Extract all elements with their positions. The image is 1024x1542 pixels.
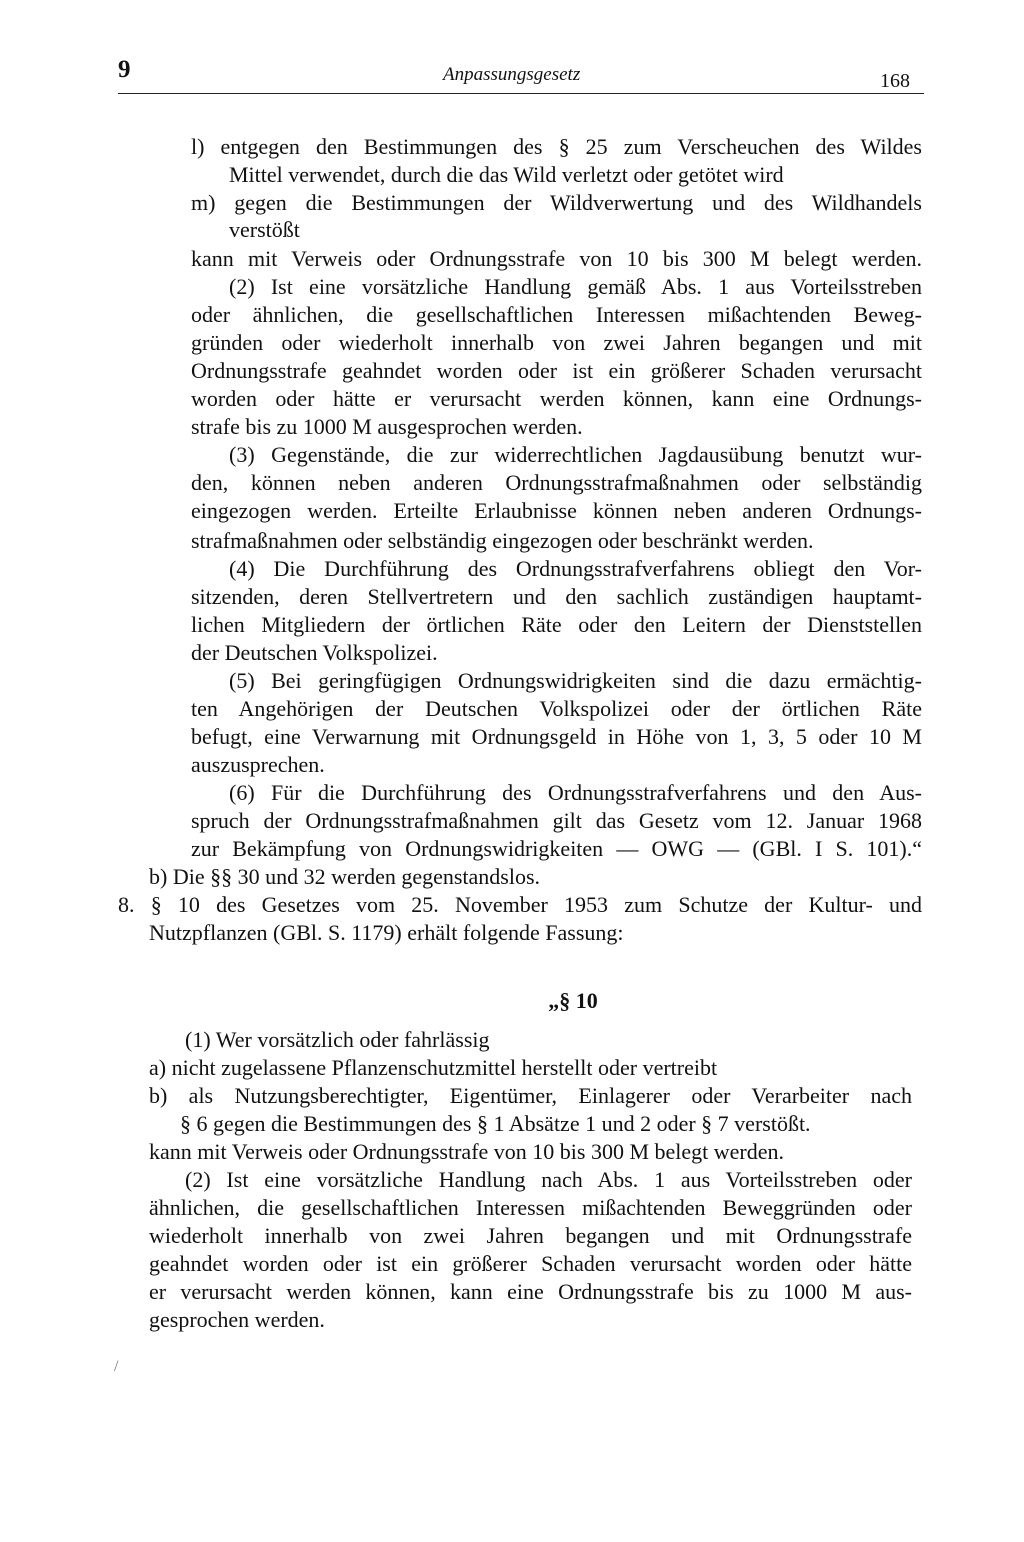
text-line: ten Angehörigen der Deutschen Volkspolizei oder der örtlichen Räte xyxy=(191,696,922,721)
text-line: Nutzpflanzen (GBl. S. 1179) erhält folgende Fassung: xyxy=(149,920,624,945)
chapter-number: 9 xyxy=(118,56,131,83)
section-heading: „§ 10 xyxy=(548,988,598,1013)
running-title: Anpassungsgesetz xyxy=(443,64,581,85)
text-line: gesprochen werden. xyxy=(149,1307,325,1332)
text-line: auszusprechen. xyxy=(191,752,325,777)
text-line: strafmaßnahmen oder selbständig eingezogen oder beschränkt werden. xyxy=(191,528,814,553)
text-line: sitzenden, deren Stellvertretern und den sachlich zuständigen hauptamt- xyxy=(191,584,922,609)
text-line: der Deutschen Volkspolizei. xyxy=(191,640,438,665)
text-line: b) als Nutzungsberechtigter, Eigentümer, Einlagerer oder Verarbeiter nach xyxy=(149,1083,912,1108)
text-line: worden oder hätte er verursacht werden können, kann eine Ordnungs- xyxy=(191,386,922,411)
text-line: (2) Ist eine vorsätzliche Handlung gemäß Abs. 1 aus Vorteilsstreben xyxy=(229,274,922,299)
text-line: zur Bekämpfung von Ordnungswidrigkeiten — OWG — (GBl. I S. 101).“ xyxy=(191,836,922,861)
text-line: gründen oder wiederholt innerhalb von zwei Jahren begangen und mit xyxy=(191,330,922,355)
text-line: § 6 gegen die Bestimmungen des § 1 Absätze 1 und 2 oder § 7 verstößt. xyxy=(180,1111,811,1136)
text-line: oder ähnlichen, die gesellschaftlichen Interessen mißachtenden Beweg- xyxy=(191,302,922,327)
text-line: a) nicht zugelassene Pflanzenschutzmittel herstellt oder vertreibt xyxy=(149,1055,718,1080)
text-line: (1) Wer vorsätzlich oder fahrlässig xyxy=(185,1027,490,1052)
header-rule xyxy=(118,93,924,94)
text-line: befugt, eine Verwarnung mit Ordnungsgeld in Höhe von 1, 3, 5 oder 10 M xyxy=(191,724,922,749)
text-line: (6) Für die Durchführung des Ordnungsstrafverfahrens und den Aus- xyxy=(229,780,922,805)
text-line: Ordnungsstrafe geahndet worden oder ist ein größerer Schaden verursacht xyxy=(191,358,922,383)
text-line: er verursacht werden können, kann eine Ordnungsstrafe bis zu 1000 M aus- xyxy=(149,1279,912,1304)
text-line: m) gegen die Bestimmungen der Wildverwertung und des Wildhandels xyxy=(191,190,922,215)
text-line: (3) Gegenstände, die zur widerrechtlichen Jagdausübung benutzt wur- xyxy=(229,442,922,467)
text-line: (2) Ist eine vorsätzliche Handlung nach Abs. 1 aus Vorteilsstreben oder xyxy=(185,1167,912,1192)
text-line: strafe bis zu 1000 M ausgesprochen werden. xyxy=(191,414,583,439)
text-line: ähnlichen, die gesellschaftlichen Interessen mißachtenden Beweggründen oder xyxy=(149,1195,912,1220)
text-line: Mittel verwendet, durch die das Wild verletzt oder getötet wird xyxy=(229,162,784,187)
text-line: kann mit Verweis oder Ordnungsstrafe von 10 bis 300 M belegt werden. xyxy=(191,246,922,271)
text-line: (5) Bei geringfügigen Ordnungswidrigkeiten sind die dazu ermächtig- xyxy=(229,668,922,693)
text-line: wiederholt innerhalb von zwei Jahren begangen und mit Ordnungsstrafe xyxy=(149,1223,912,1248)
text-line: l) entgegen den Bestimmungen des § 25 zum Verscheuchen des Wildes xyxy=(191,134,922,159)
text-line: b) Die §§ 30 und 32 werden gegenstandslos. xyxy=(149,864,541,889)
pen-mark: / xyxy=(114,1358,119,1375)
text-line: geahndet worden oder ist ein größerer Schaden verursacht worden oder hätte xyxy=(149,1251,912,1276)
text-line: den, können neben anderen Ordnungsstrafmaßnahmen oder selbständig xyxy=(191,470,922,495)
page-number: 168 xyxy=(880,70,910,92)
text-line: verstößt xyxy=(229,217,300,242)
text-line: spruch der Ordnungsstrafmaßnahmen gilt das Gesetz vom 12. Januar 1968 xyxy=(191,808,922,833)
text-line: eingezogen werden. Erteilte Erlaubnisse können neben anderen Ordnungs- xyxy=(191,498,922,523)
text-line: (4) Die Durchführung des Ordnungsstrafverfahrens obliegt den Vor- xyxy=(229,556,922,581)
text-line: 8. § 10 des Gesetzes vom 25. November 1953 zum Schutze der Kultur- und xyxy=(118,892,922,917)
text-line: kann mit Verweis oder Ordnungsstrafe von 10 bis 300 M belegt werden. xyxy=(149,1139,785,1164)
text-line: lichen Mitgliedern der örtlichen Räte oder den Leitern der Dienststellen xyxy=(191,612,922,637)
